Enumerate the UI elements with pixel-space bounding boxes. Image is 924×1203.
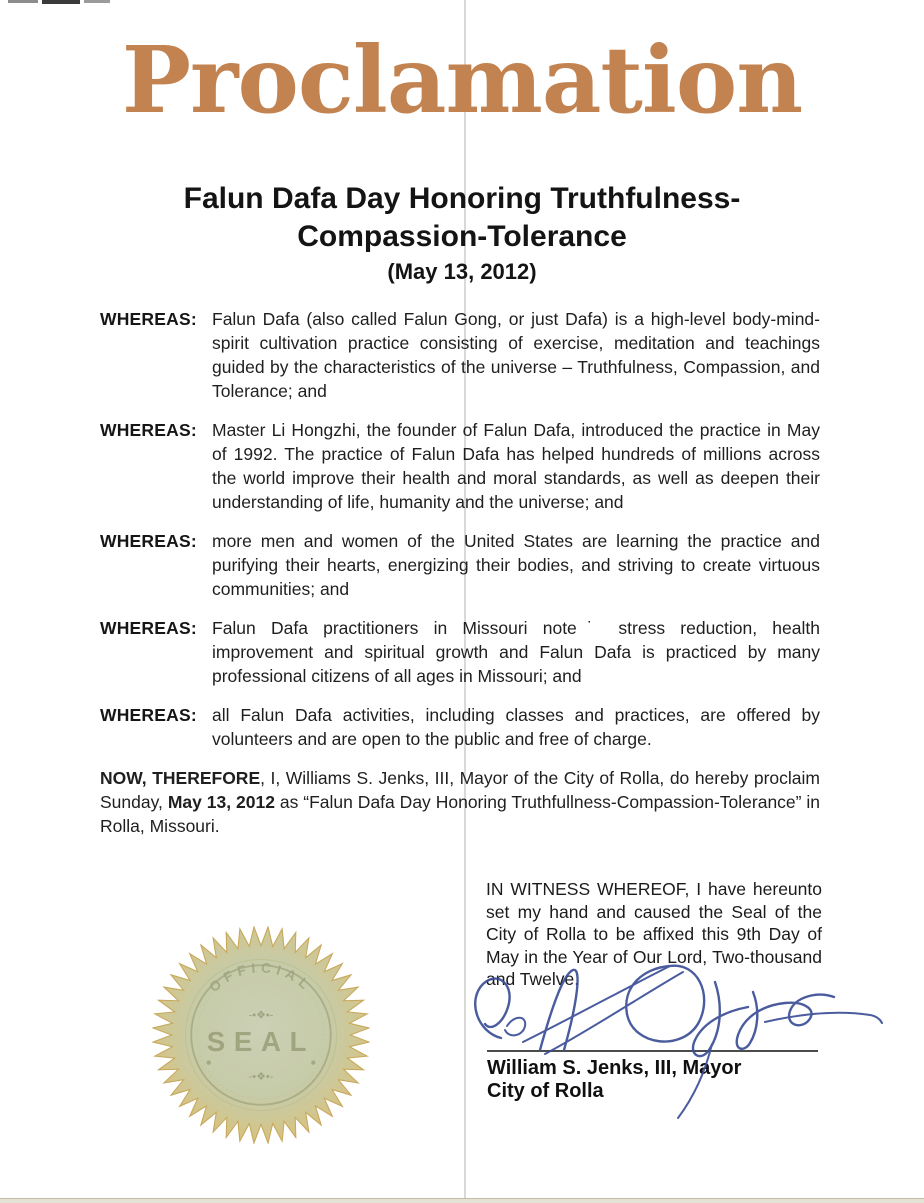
whereas-text: Falun Dafa practitioners in Missouri note˙ stress reduction, health improvement and spiritual growth and Falun Dafa is practiced by many professional citizens of all ages in Missouri; and	[212, 618, 820, 687]
proclaimed-date-bold: May 13, 2012	[167, 792, 275, 813]
whereas-clause-4	[100, 616, 820, 688]
seal-dot-right	[311, 1060, 315, 1064]
signature-line	[487, 1050, 818, 1052]
whereas-text: Falun Dafa (also called Falun Gong, or just Dafa) is a high-level body-mind-spirit cultivation practice consisting of exercise, meditation and teachings guided by the characteristics of the universe – Truthfulness, Compassion, and Tolerance; and	[212, 309, 820, 402]
scan-artifact	[42, 0, 80, 4]
signature-block	[487, 1050, 818, 1103]
scan-artifact	[8, 0, 38, 3]
scan-artifact	[84, 0, 110, 3]
whereas-clause-5	[100, 703, 820, 751]
document-title: Proclamation	[121, 26, 803, 134]
whereas-text: more men and women of the United States are learning the practice and purifying their hearts, energizing their bodies, and striving to create virtuous communities; and	[212, 531, 820, 600]
now-therefore-paragraph	[100, 766, 820, 838]
whereas-label: WHEREAS:	[100, 618, 197, 639]
proclamation-heading: Falun Dafa Day Honoring Truthfulness-Compassion-Tolerance	[183, 182, 741, 254]
seal-center-text: SEAL	[206, 1025, 316, 1057]
signature-stroke	[505, 1018, 525, 1036]
scan-bottom-edge	[0, 1198, 924, 1203]
whereas-text: Master Li Hongzhi, the founder of Falun Dafa, introduced the practice in May of 1992. The practice of Falun Dafa has helped hundreds of millions across the world improve their health and moral standards, as well as deepen their understanding of life, humanity and the universe; and	[212, 420, 820, 513]
whereas-label: WHEREAS:	[100, 705, 197, 726]
seal-ornament-bottom: -•❖•-	[248, 1071, 274, 1084]
closing-text-2: as “Falun Dafa Day Honoring Truthfullness-Compassion-Tolerance” in Rolla, Missouri.	[100, 792, 821, 837]
seal-graphic	[152, 926, 370, 1144]
signature-stroke	[693, 982, 748, 1056]
proclamation-body	[100, 307, 820, 838]
seal-arc-text: OFFICIAL	[206, 960, 316, 996]
whereas-clause-2	[100, 418, 820, 514]
witness-clause: IN WITNESS WHEREOF, I have hereunto set my hand and caused the Seal of the City of Rolla to be affixed this 9th Day of May in the Year of Our Lord, Two-thousand and Twelve.	[486, 879, 822, 989]
signature-stroke	[737, 992, 834, 1049]
signatory-org: City of Rolla	[487, 1080, 604, 1102]
closing-text-1: , I, Williams S. Jenks, III, Mayor of the City of Rolla, do hereby proclaim Sunday,	[100, 768, 820, 813]
signatory-name: William S. Jenks, III, Mayor	[487, 1057, 742, 1079]
whereas-label: WHEREAS:	[100, 309, 197, 330]
whereas-label: WHEREAS:	[100, 420, 197, 441]
proclamation-date: (May 13, 2012)	[387, 259, 537, 285]
whereas-text: all Falun Dafa activities, including classes and practices, are offered by volunteers and are open to the public and free of charge.	[212, 705, 820, 750]
whereas-label: WHEREAS:	[100, 531, 197, 552]
gold-embossed-seal	[152, 926, 370, 1144]
now-therefore-bold: NOW, THEREFORE	[100, 768, 261, 789]
seal-ornament-top: -•❖•-	[248, 1009, 274, 1022]
whereas-clause-3	[100, 529, 820, 601]
signature-stroke	[765, 1013, 882, 1023]
whereas-clause-1	[100, 307, 820, 403]
seal-dot-left	[207, 1060, 211, 1064]
